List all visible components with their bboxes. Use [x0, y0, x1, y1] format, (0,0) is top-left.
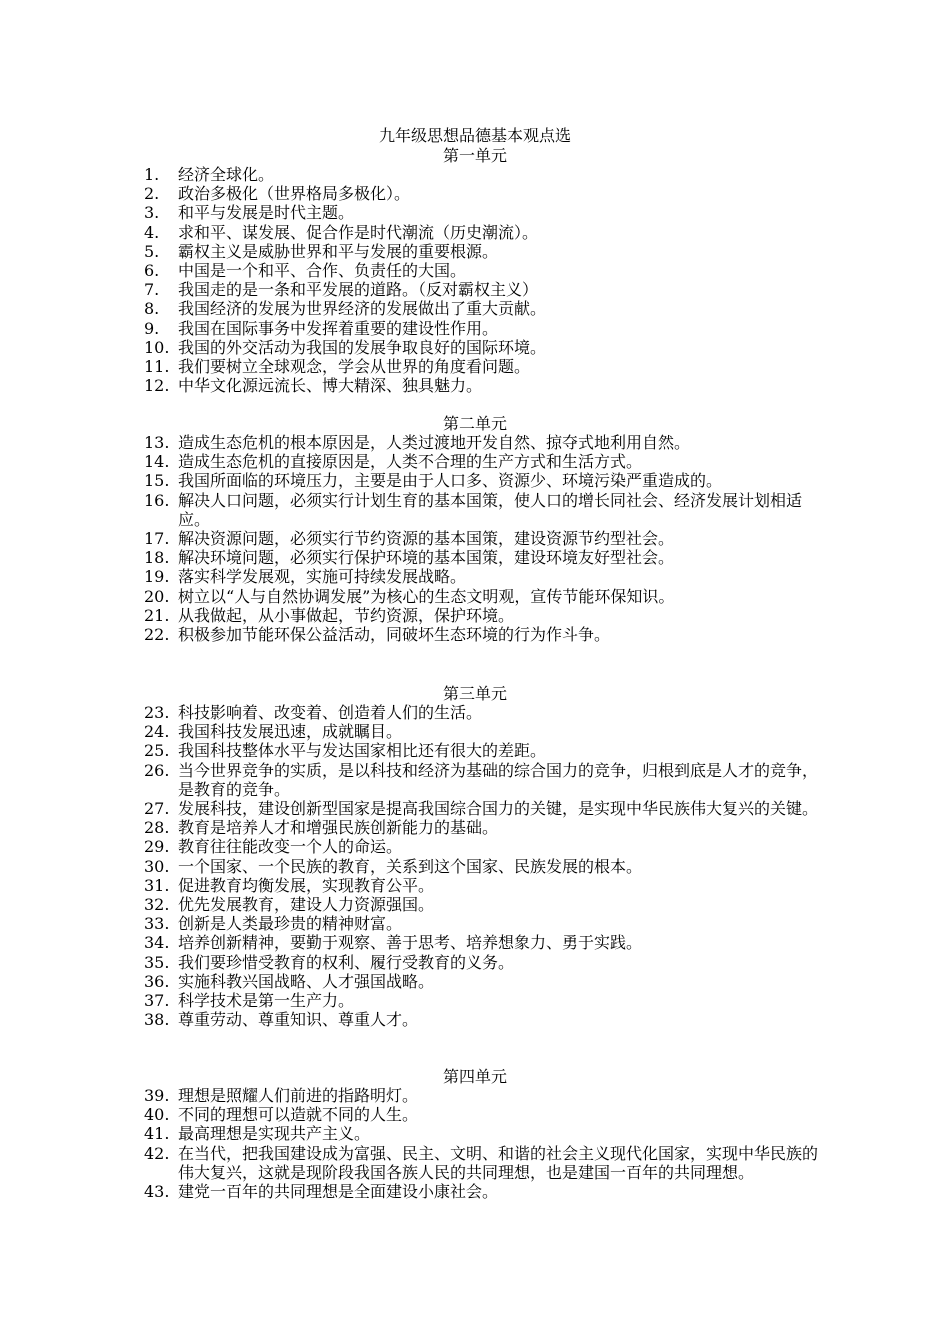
list-item: [0, 799, 833, 818]
item-text: 我国在国际事务中发挥着重要的建设性作用。: [178, 318, 499, 338]
list-item: [0, 837, 833, 856]
item-text: 教育是培养人才和增强民族创新能力的基础。: [178, 818, 499, 838]
item-number: 38.: [144, 1010, 170, 1030]
unit-heading: 第三单元: [442, 684, 507, 703]
unit-item-list: [0, 1086, 833, 1201]
item-text: 促进教育均衡发展，实现教育公平。: [178, 875, 435, 895]
item-text: 从我做起，从小事做起，节约资源，保护环境。: [178, 605, 515, 625]
item-text: 和平与发展是时代主题。: [178, 203, 355, 223]
item-number: 27.: [144, 799, 170, 819]
item-text: 霸权主义是威胁世界和平与发展的重要根源。: [178, 241, 499, 261]
list-item: [0, 953, 833, 972]
item-text: 我国走的是一条和平发展的道路。（反对霸权主义）: [178, 280, 539, 300]
list-item: [0, 703, 833, 722]
list-item: [0, 567, 833, 586]
item-number: 39.: [144, 1086, 170, 1105]
item-number: 3.: [144, 203, 160, 223]
item-number: 13.: [144, 433, 170, 452]
item-number: 6.: [144, 261, 160, 281]
item-text: 解决人口问题，必须实行计划生育的基本国策，使人口的增长同社会、经济发展计划相适应。: [178, 490, 803, 529]
list-item: [0, 857, 833, 876]
item-text: 建党一百年的共同理想是全面建设小康社会。: [178, 1182, 499, 1202]
item-text: 我们要珍惜受教育的权利、履行受教育的义务。: [178, 952, 515, 972]
item-number: 32.: [144, 895, 170, 915]
list-item: [0, 1086, 833, 1105]
item-text: 落实科学发展观，实施可持续发展战略。: [178, 567, 467, 587]
list-item: [0, 529, 833, 548]
list-item: [0, 1182, 833, 1201]
list-item: [0, 1010, 833, 1029]
list-item: [0, 261, 833, 280]
unit-item-list: [0, 165, 833, 395]
item-text: 理想是照耀人们前进的指路明灯。: [178, 1086, 419, 1105]
list-item: [0, 625, 833, 644]
item-text: 我国所面临的环境压力，主要是由于人口多、资源少、环境污染严重造成的。: [178, 471, 723, 491]
item-text: 实施科教兴国战略、人才强国战略。: [178, 971, 435, 991]
list-item: [0, 972, 833, 991]
list-item: [0, 242, 833, 261]
item-number: 31.: [144, 875, 170, 895]
list-item: [0, 914, 833, 933]
item-text: 我国科技发展迅速，成就瞩目。: [178, 722, 403, 742]
item-number: 9.: [144, 318, 160, 338]
item-text: 优先发展教育，建设人力资源强国。: [178, 895, 435, 915]
item-text: 造成生态危机的直接原因是，人类不合理的生产方式和生活方式。: [178, 452, 643, 472]
list-item: [0, 933, 833, 952]
item-number: 36.: [144, 971, 170, 991]
item-number: 16.: [144, 490, 170, 510]
item-text: 树立以“人与自然协调发展”为核心的生态文明观，宣传节能环保知识。: [178, 586, 675, 606]
item-text: 科技影响着、改变着、创造着人们的生活。: [178, 703, 483, 722]
item-number: 23.: [144, 703, 170, 722]
item-text: 政治多极化（世界格局多极化）。: [178, 184, 411, 204]
item-text: 创新是人类最珍贵的精神财富。: [178, 914, 403, 934]
list-item: [0, 491, 833, 529]
list-item: [0, 548, 833, 567]
item-text: 一个国家、一个民族的教育，关系到这个国家、民族发展的根本。: [178, 856, 643, 876]
list-item: [0, 1124, 833, 1143]
item-number: 42.: [144, 1143, 170, 1163]
list-item: [0, 433, 833, 452]
item-number: 10.: [144, 337, 170, 357]
item-number: 7.: [144, 280, 160, 300]
item-number: 30.: [144, 856, 170, 876]
item-text: 在当代，把我国建设成为富强、民主、文明、和谐的社会主义现代化国家，实现中华民族的伟大复兴，这就是现阶段我国各族人民的共同理想，也是建国一百年的共同理想。: [178, 1143, 819, 1182]
list-item: [0, 741, 833, 760]
item-number: 33.: [144, 914, 170, 934]
list-item: [0, 338, 833, 357]
list-item: [0, 722, 833, 741]
item-number: 15.: [144, 471, 170, 491]
item-number: 20.: [144, 586, 170, 606]
list-item: [0, 223, 833, 242]
item-number: 19.: [144, 567, 170, 587]
document-title: 九年级思想品德基本观点选: [378, 126, 571, 145]
item-number: 41.: [144, 1124, 170, 1144]
item-text: 我国科技整体水平与发达国家相比还有很大的差距。: [178, 741, 547, 761]
list-item: [0, 357, 833, 376]
list-item: [0, 876, 833, 895]
item-text: 我国的外交活动为我国的发展争取良好的国际环境。: [178, 337, 547, 357]
list-item: [0, 203, 833, 222]
item-number: 14.: [144, 452, 170, 472]
list-item: [0, 1144, 833, 1182]
item-text: 科学技术是第一生产力。: [178, 991, 355, 1011]
list-item: [0, 319, 833, 338]
item-number: 34.: [144, 933, 170, 953]
item-text: 中国是一个和平、合作、负责任的大国。: [178, 261, 467, 281]
list-item: [0, 1105, 833, 1124]
item-text: 教育往往能改变一个人的命运。: [178, 837, 403, 857]
item-number: 22.: [144, 625, 170, 645]
item-number: 25.: [144, 741, 170, 761]
list-item: [0, 299, 833, 318]
list-item: [0, 991, 833, 1010]
item-number: 5.: [144, 241, 160, 261]
item-number: 37.: [144, 991, 170, 1011]
item-number: 28.: [144, 818, 170, 838]
list-item: [0, 471, 833, 490]
list-item: [0, 184, 833, 203]
item-number: 18.: [144, 548, 170, 568]
list-item: [0, 165, 833, 184]
item-text: 中华文化源远流长、博大精深、独具魅力。: [178, 376, 483, 396]
list-item: [0, 606, 833, 625]
unit-heading: 第四单元: [442, 1067, 507, 1086]
list-item: [0, 452, 833, 471]
item-number: 43.: [144, 1182, 170, 1202]
item-number: 2.: [144, 184, 160, 204]
item-text: 求和平、谋发展、促合作是时代潮流（历史潮流）。: [178, 222, 539, 242]
item-text: 造成生态危机的根本原因是，人类过渡地开发自然、掠夺式地利用自然。: [178, 433, 691, 452]
item-number: 11.: [144, 357, 170, 377]
item-number: 12.: [144, 376, 170, 396]
list-item: [0, 280, 833, 299]
list-item: [0, 376, 833, 395]
item-text: 我国经济的发展为世界经济的发展做出了重大贡献。: [178, 299, 547, 319]
unit-item-list: [0, 433, 833, 644]
list-item: [0, 895, 833, 914]
item-number: 17.: [144, 529, 170, 549]
unit-item-list: [0, 703, 833, 1029]
item-number: 40.: [144, 1105, 170, 1125]
item-number: 29.: [144, 837, 170, 857]
item-number: 8.: [144, 299, 160, 319]
item-text: 发展科技，建设创新型国家是提高我国综合国力的关键，是实现中华民族伟大复兴的关键。: [178, 799, 819, 819]
item-text: 当今世界竞争的实质，是以科技和经济为基础的综合国力的竞争，归根到底是人才的竞争，是教育的竞争。: [178, 760, 819, 799]
item-text: 积极参加节能环保公益活动，同破坏生态环境的行为作斗争。: [178, 625, 611, 645]
unit-heading: 第二单元: [442, 414, 507, 433]
item-number: 21.: [144, 605, 170, 625]
item-number: 24.: [144, 722, 170, 742]
list-item: [0, 587, 833, 606]
list-item: [0, 818, 833, 837]
item-text: 培养创新精神，要勤于观察、善于思考、培养想象力、勇于实践。: [178, 933, 643, 953]
item-text: 我们要树立全球观念，学会从世界的角度看问题。: [178, 357, 531, 377]
item-text: 经济全球化。: [178, 165, 275, 184]
list-item: [0, 761, 833, 799]
item-number: 1.: [144, 165, 160, 184]
item-number: 35.: [144, 952, 170, 972]
item-text: 尊重劳动、尊重知识、尊重人才。: [178, 1010, 419, 1030]
item-text: 解决资源问题，必须实行节约资源的基本国策，建设资源节约型社会。: [178, 529, 675, 549]
unit-heading: 第一单元: [442, 146, 507, 165]
item-text: 最高理想是实现共产主义。: [178, 1124, 371, 1144]
item-number: 26.: [144, 760, 170, 780]
item-text: 解决环境问题，必须实行保护环境的基本国策，建设环境友好型社会。: [178, 548, 675, 568]
item-text: 不同的理想可以造就不同的人生。: [178, 1105, 419, 1125]
item-number: 4.: [144, 222, 160, 242]
